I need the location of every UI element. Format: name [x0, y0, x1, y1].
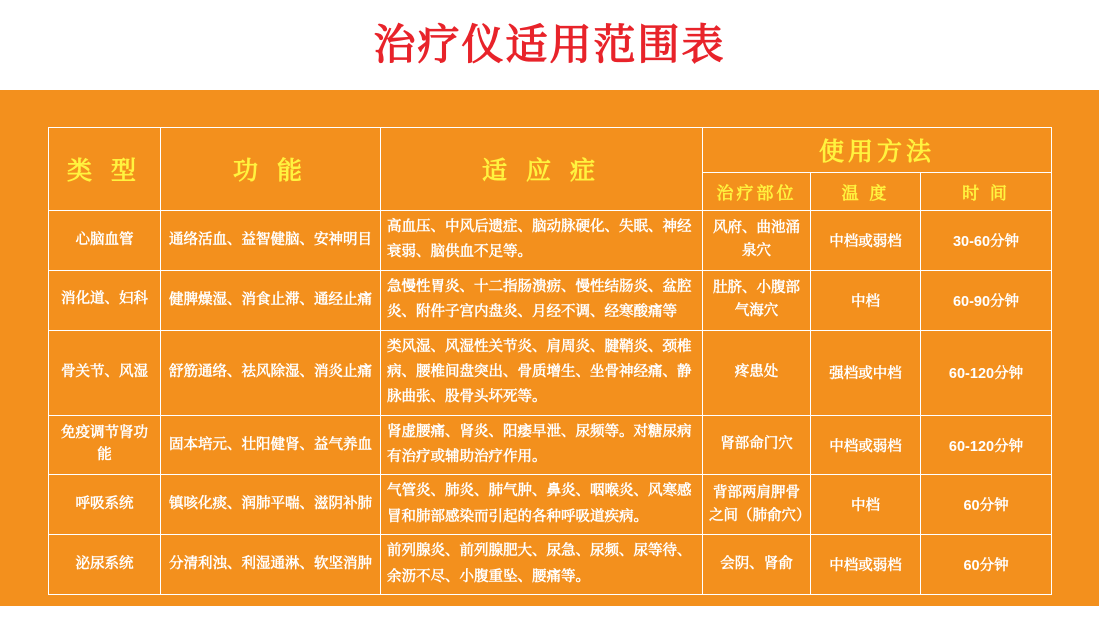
table-row	[49, 270, 1052, 330]
cell-indication: 气管炎、肺炎、肺气肿、鼻炎、咽喉炎、风寒感冒和肺部感染而引起的各种呼吸道疾病。	[381, 475, 703, 535]
cell-type: 免疫调节肾功能	[49, 415, 161, 475]
column-header-usage-group: 使用方法	[703, 128, 1052, 173]
table-row	[49, 211, 1052, 271]
table-body	[49, 211, 1052, 595]
column-header-function: 功 能	[161, 128, 381, 211]
cell-site: 肾部命门穴	[703, 415, 811, 475]
cell-type: 骨关节、风湿	[49, 330, 161, 415]
cell-site: 风府、曲池涌泉穴	[703, 211, 811, 271]
cell-temperature: 强档或中档	[811, 330, 921, 415]
cell-function: 固本培元、壮阳健肾、益气养血	[161, 415, 381, 475]
cell-temperature: 中档	[811, 475, 921, 535]
cell-indication: 类风湿、风湿性关节炎、肩周炎、腱鞘炎、颈椎病、腰椎间盘突出、骨质增生、坐骨神经痛、静脉曲张、股骨头坏死等。	[381, 330, 703, 415]
cell-time: 60分钟	[921, 475, 1052, 535]
column-header-site: 治疗部位	[703, 173, 811, 211]
cell-function: 健脾燥湿、消食止滞、通经止痛	[161, 270, 381, 330]
cell-type: 呼吸系统	[49, 475, 161, 535]
cell-type: 泌尿系统	[49, 535, 161, 595]
cell-indication: 前列腺炎、前列腺肥大、尿急、尿频、尿等待、余沥不尽、小腹重坠、腰痛等。	[381, 535, 703, 595]
cell-function: 通络活血、益智健脑、安神明目	[161, 211, 381, 271]
table-row	[49, 535, 1052, 595]
title-band	[0, 0, 1099, 90]
cell-temperature: 中档或弱档	[811, 211, 921, 271]
cell-function: 镇咳化痰、润肺平喘、滋阴补肺	[161, 475, 381, 535]
cell-indication: 肾虚腰痛、肾炎、阳痿早泄、尿频等。对糖尿病有治疗或辅助治疗作用。	[381, 415, 703, 475]
cell-site: 背部两肩胛骨之间（肺俞穴）	[703, 475, 811, 535]
column-header-indication: 适 应 症	[381, 128, 703, 211]
cell-time: 60-90分钟	[921, 270, 1052, 330]
cell-time: 30-60分钟	[921, 211, 1052, 271]
cell-site: 会阴、肾俞	[703, 535, 811, 595]
cell-temperature: 中档或弱档	[811, 415, 921, 475]
cell-indication: 高血压、中风后遗症、脑动脉硬化、失眠、神经衰弱、脑供血不足等。	[381, 211, 703, 271]
table-header-row-1	[49, 128, 1052, 173]
table-row	[49, 415, 1052, 475]
column-header-temperature: 温 度	[811, 173, 921, 211]
cell-site: 肚脐、小腹部气海穴	[703, 270, 811, 330]
table-row	[49, 330, 1052, 415]
table-header	[49, 128, 1052, 211]
cell-type: 消化道、妇科	[49, 270, 161, 330]
applicable-range-table	[48, 127, 1052, 595]
cell-type: 心脑血管	[49, 211, 161, 271]
bottom-white-strip	[0, 606, 1099, 628]
cell-temperature: 中档	[811, 270, 921, 330]
cell-function: 舒筋通络、祛风除湿、消炎止痛	[161, 330, 381, 415]
cell-temperature: 中档或弱档	[811, 535, 921, 595]
cell-function: 分清利浊、利湿通淋、软坚消肿	[161, 535, 381, 595]
cell-indication: 急慢性胃炎、十二指肠溃疬、慢性结肠炎、盆腔炎、附件子宫内盘炎、月经不调、经寒酸痛等	[381, 270, 703, 330]
cell-site: 疼患处	[703, 330, 811, 415]
cell-time: 60-120分钟	[921, 330, 1052, 415]
column-header-time: 时 间	[921, 173, 1052, 211]
cell-time: 60分钟	[921, 535, 1052, 595]
page-title: 治疗仪适用范围表	[373, 21, 726, 68]
column-header-type: 类 型	[49, 128, 161, 211]
cell-time: 60-120分钟	[921, 415, 1052, 475]
table-row	[49, 475, 1052, 535]
